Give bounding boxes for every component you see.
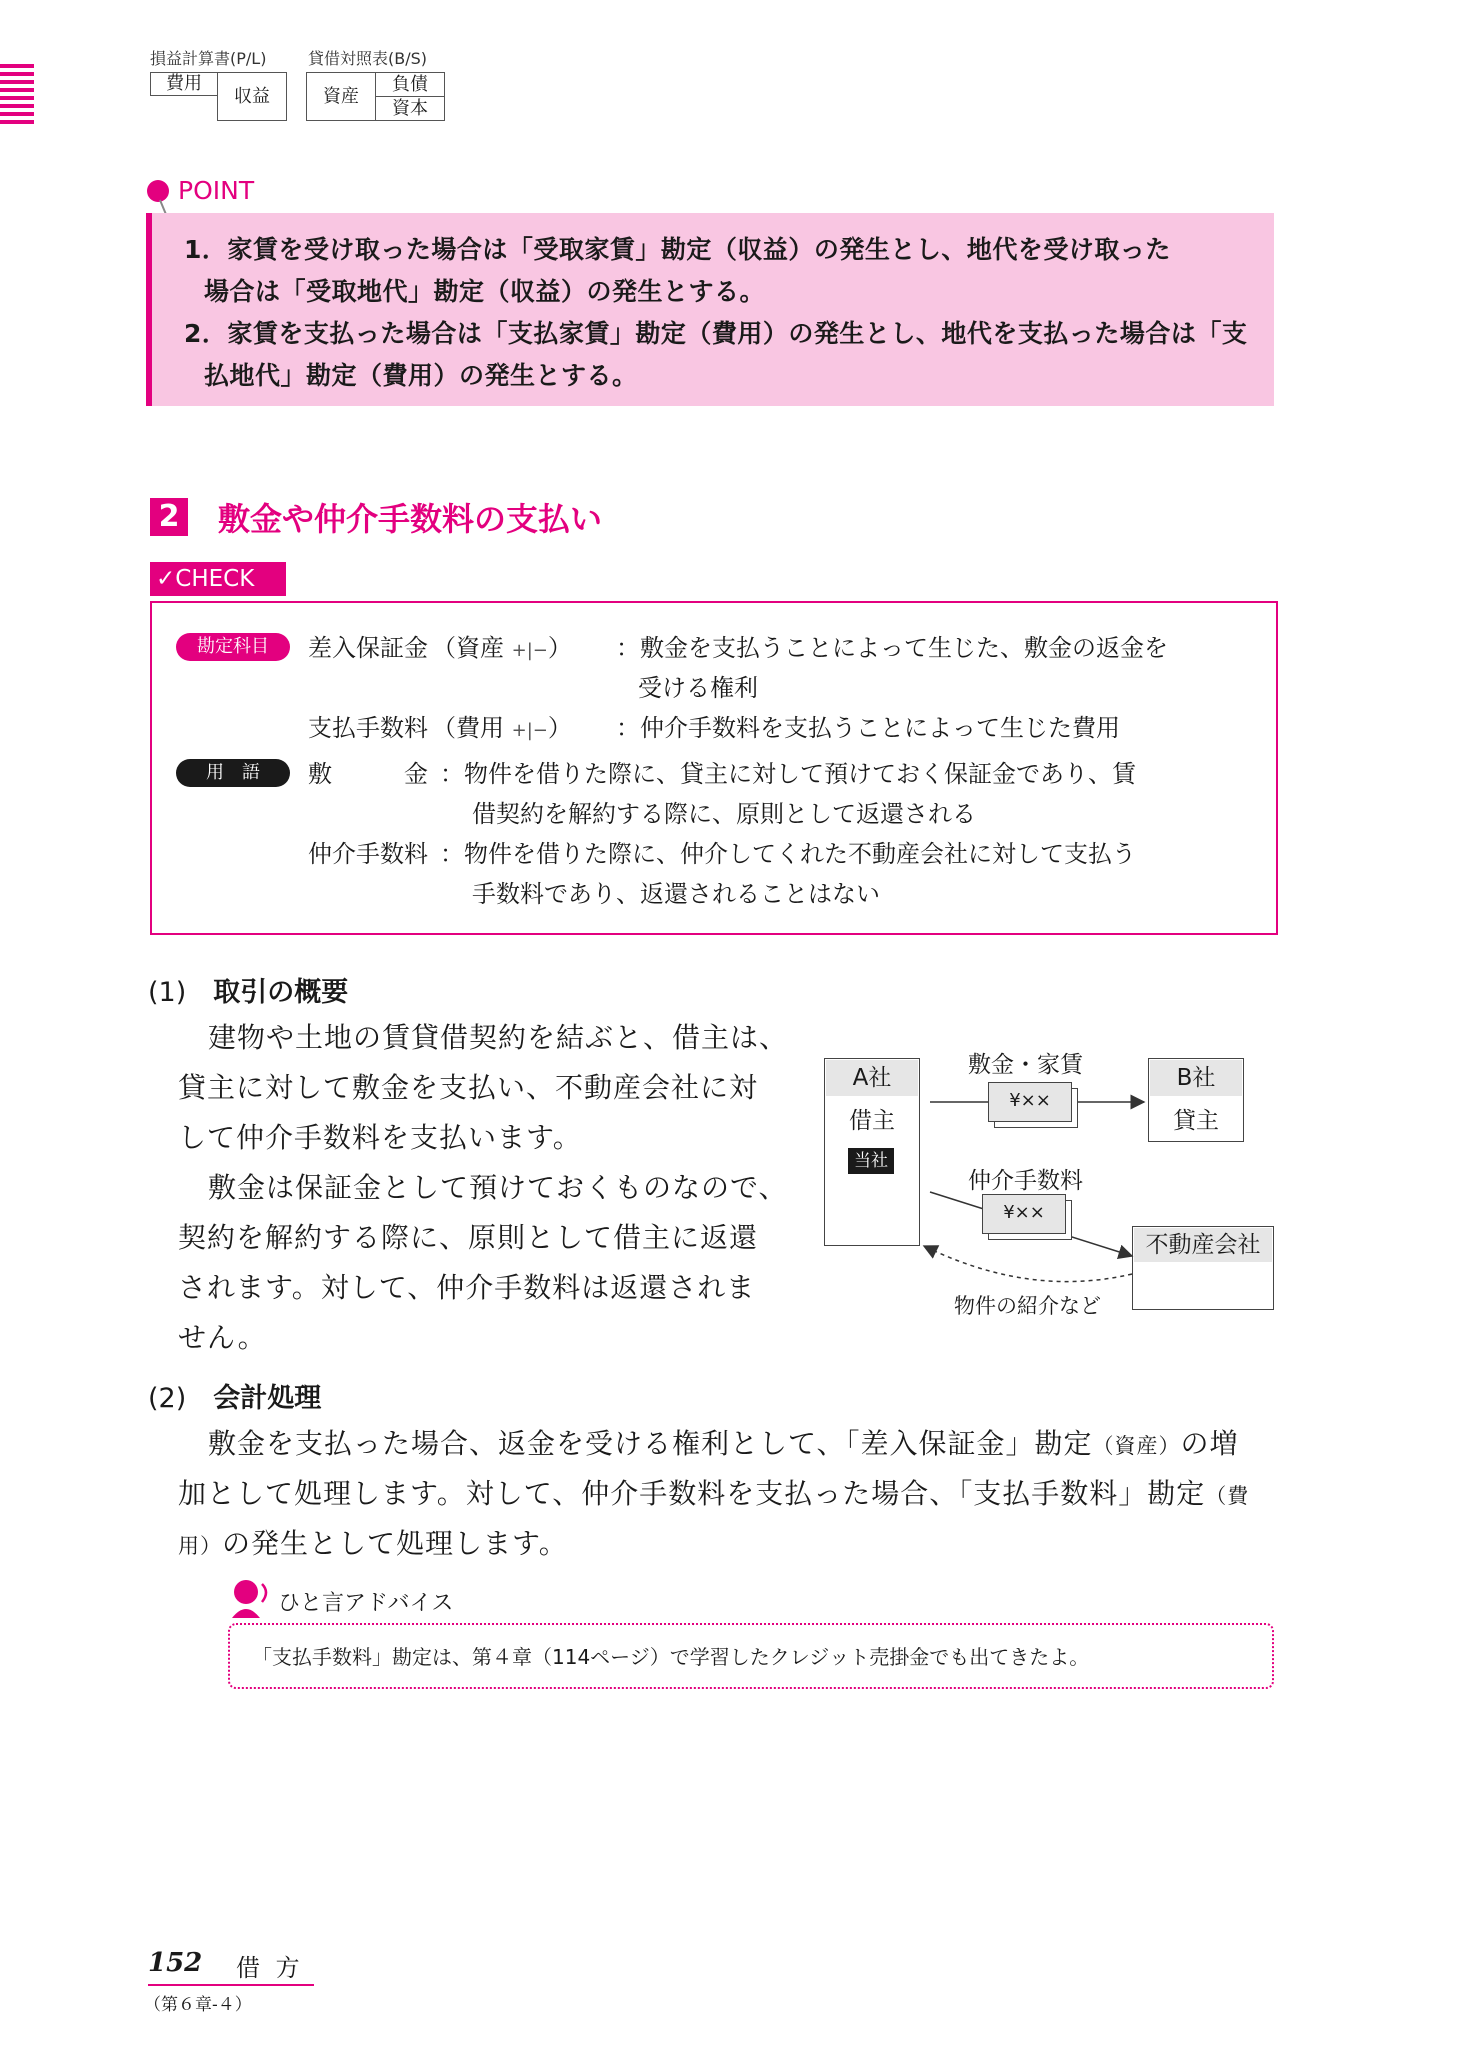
overview-title: 取引の概要 <box>213 977 349 1008</box>
check-tag: ✓CHECK <box>150 562 286 596</box>
acc-l3-c: 用） <box>178 1534 222 1558</box>
type-sashiire-text: 資産 <box>456 634 504 662</box>
acc-l2-c: （費 <box>1205 1484 1250 1508</box>
arrow-introduction <box>924 1246 1132 1282</box>
section-title: 敷金や仲介手数料の支払い <box>218 500 603 538</box>
type-shiharai: （費用 +|−） <box>432 714 572 742</box>
company-b-role: 貸主 <box>1173 1108 1219 1134</box>
accounting-line-1 <box>208 1422 1238 1462</box>
acc-l2-a: 加として処理します。対して、仲介手数料を支払った場合、 <box>178 1477 959 1510</box>
accounting-line-2 <box>178 1472 1249 1512</box>
acc-l3-d: の発生として処理します。 <box>222 1527 568 1560</box>
back-label: 物件の紹介など <box>954 1294 1101 1318</box>
overview-heading <box>148 970 348 1009</box>
overview-line-2: 貸主に対して敷金を支払い、不動産会社に対 <box>178 1071 759 1104</box>
page-number: 152 <box>148 1948 203 1978</box>
point-line-2: 場合は「受取地代」勘定（収益）の発生とする。 <box>204 277 766 306</box>
point-label: POINT <box>178 176 255 205</box>
signs-sashiire: +|− <box>511 640 548 661</box>
chapter-label: （第６章-４） <box>144 1995 252 2015</box>
point-line-1: 1．家賃を受け取った場合は「受取家賃」勘定（収益）の発生とし、地代を受け取った <box>184 235 1171 264</box>
bs-asset-cell: 資産 <box>306 72 376 121</box>
type-sashiire: （資産 +|−） <box>432 634 572 662</box>
acc-l1-a: 敷金を支払った場合、返金を受ける権利として、 <box>208 1427 846 1460</box>
accounting-num: (2) <box>148 1383 187 1414</box>
overview-line-5: 契約を解約する際に、原則として借主に返還 <box>178 1221 759 1254</box>
acc-l1-c: （資産） <box>1092 1434 1181 1458</box>
term-shiharai: 支払手数料 <box>308 714 428 742</box>
bs-capital-cell: 資本 <box>375 96 445 121</box>
bs-label: 貸借対照表(B/S) <box>308 49 428 68</box>
yen-card-1: ¥×× <box>988 1082 1072 1122</box>
term-sashiire: 差入保証金 <box>308 634 428 662</box>
overview-line-7: せん。 <box>178 1321 267 1354</box>
yen-card-2: ¥×× <box>982 1194 1066 1234</box>
desc-shikikin-2: 借契約を解約する際に、原則として返還される <box>472 800 976 828</box>
pl-revenue-cell: 収益 <box>217 72 287 121</box>
company-b-name: B社 <box>1150 1060 1242 1096</box>
desc-shiharai: ：仲介手数料を支払うことによって生じた費用 <box>616 714 1120 742</box>
pl-label: 損益計算書(P/L) <box>150 49 267 68</box>
term-chukai: 仲介手数料 <box>308 840 428 868</box>
overview-line-4: 敷金は保証金として預けておくものなので、 <box>208 1171 788 1204</box>
overview-num: (1) <box>148 977 187 1008</box>
point-line-4: 払地代」勘定（費用）の発生とする。 <box>204 361 638 390</box>
acc-l2-b: 「支払手数料」勘定 <box>958 1477 1206 1510</box>
desc-chukai-2: 手数料であり、返還されることはない <box>472 880 880 908</box>
margin-stripes <box>0 64 34 124</box>
pl-cost-cell: 費用 <box>150 72 218 96</box>
company-a-role: 借主 <box>849 1108 895 1134</box>
our-company-tag: 当社 <box>848 1148 894 1174</box>
section-number: 2 <box>150 498 188 536</box>
acc-l1-d: の増 <box>1180 1427 1239 1460</box>
term-shikikin: 敷 金 <box>308 760 428 788</box>
accounting-title: 会計処理 <box>213 1383 322 1414</box>
accounting-line-3 <box>178 1522 568 1562</box>
advice-label: ひと言アドバイス <box>278 1591 454 1616</box>
flow1-label: 敷金・家賃 <box>968 1052 1083 1078</box>
company-a-name: A社 <box>826 1060 918 1096</box>
desc-chukai-1: ：物件を借りた際に、仲介してくれた不動産会社に対して支払う <box>440 840 1136 868</box>
flow2-label: 仲介手数料 <box>968 1168 1083 1194</box>
overview-line-6: されます。対して、仲介手数料は返還されま <box>178 1271 756 1304</box>
overview-line-3: して仲介手数料を支払います。 <box>178 1121 582 1154</box>
desc-shikikin-1: ：物件を借りた際に、貸主に対して預けておく保証金であり、賃 <box>440 760 1136 788</box>
bs-liability-cell: 負債 <box>375 72 445 97</box>
overview-line-1: 建物や土地の賃貸借契約を結ぶと、借主は、 <box>208 1021 789 1054</box>
page-side: 借 方 <box>236 1954 304 1982</box>
agent-name: 不動産会社 <box>1134 1228 1272 1262</box>
type-shiharai-text: 費用 <box>456 714 504 742</box>
desc-sashiire-2: 受ける権利 <box>638 674 758 702</box>
accounting-heading <box>148 1376 321 1415</box>
kanjo-pill: 勘定科目 <box>176 633 290 661</box>
acc-l1-b: 「差入保証金」勘定 <box>845 1427 1093 1460</box>
yogo-pill: 用 語 <box>176 759 290 787</box>
footer-rule <box>148 1984 314 1986</box>
advice-text: 「支払手数料」勘定は、第４章（114ページ）で学習したクレジット売掛金でも出てきたよ。 <box>252 1645 1090 1669</box>
point-line-3: 2．家賃を支払った場合は「支払家賃」勘定（費用）の発生とし、地代を支払った場合は「支 <box>184 319 1248 348</box>
advisor-icon <box>228 1578 272 1618</box>
signs-shiharai: +|− <box>511 720 548 741</box>
desc-sashiire-1: ：敷金を支払うことによって生じた、敷金の返金を <box>616 634 1168 662</box>
